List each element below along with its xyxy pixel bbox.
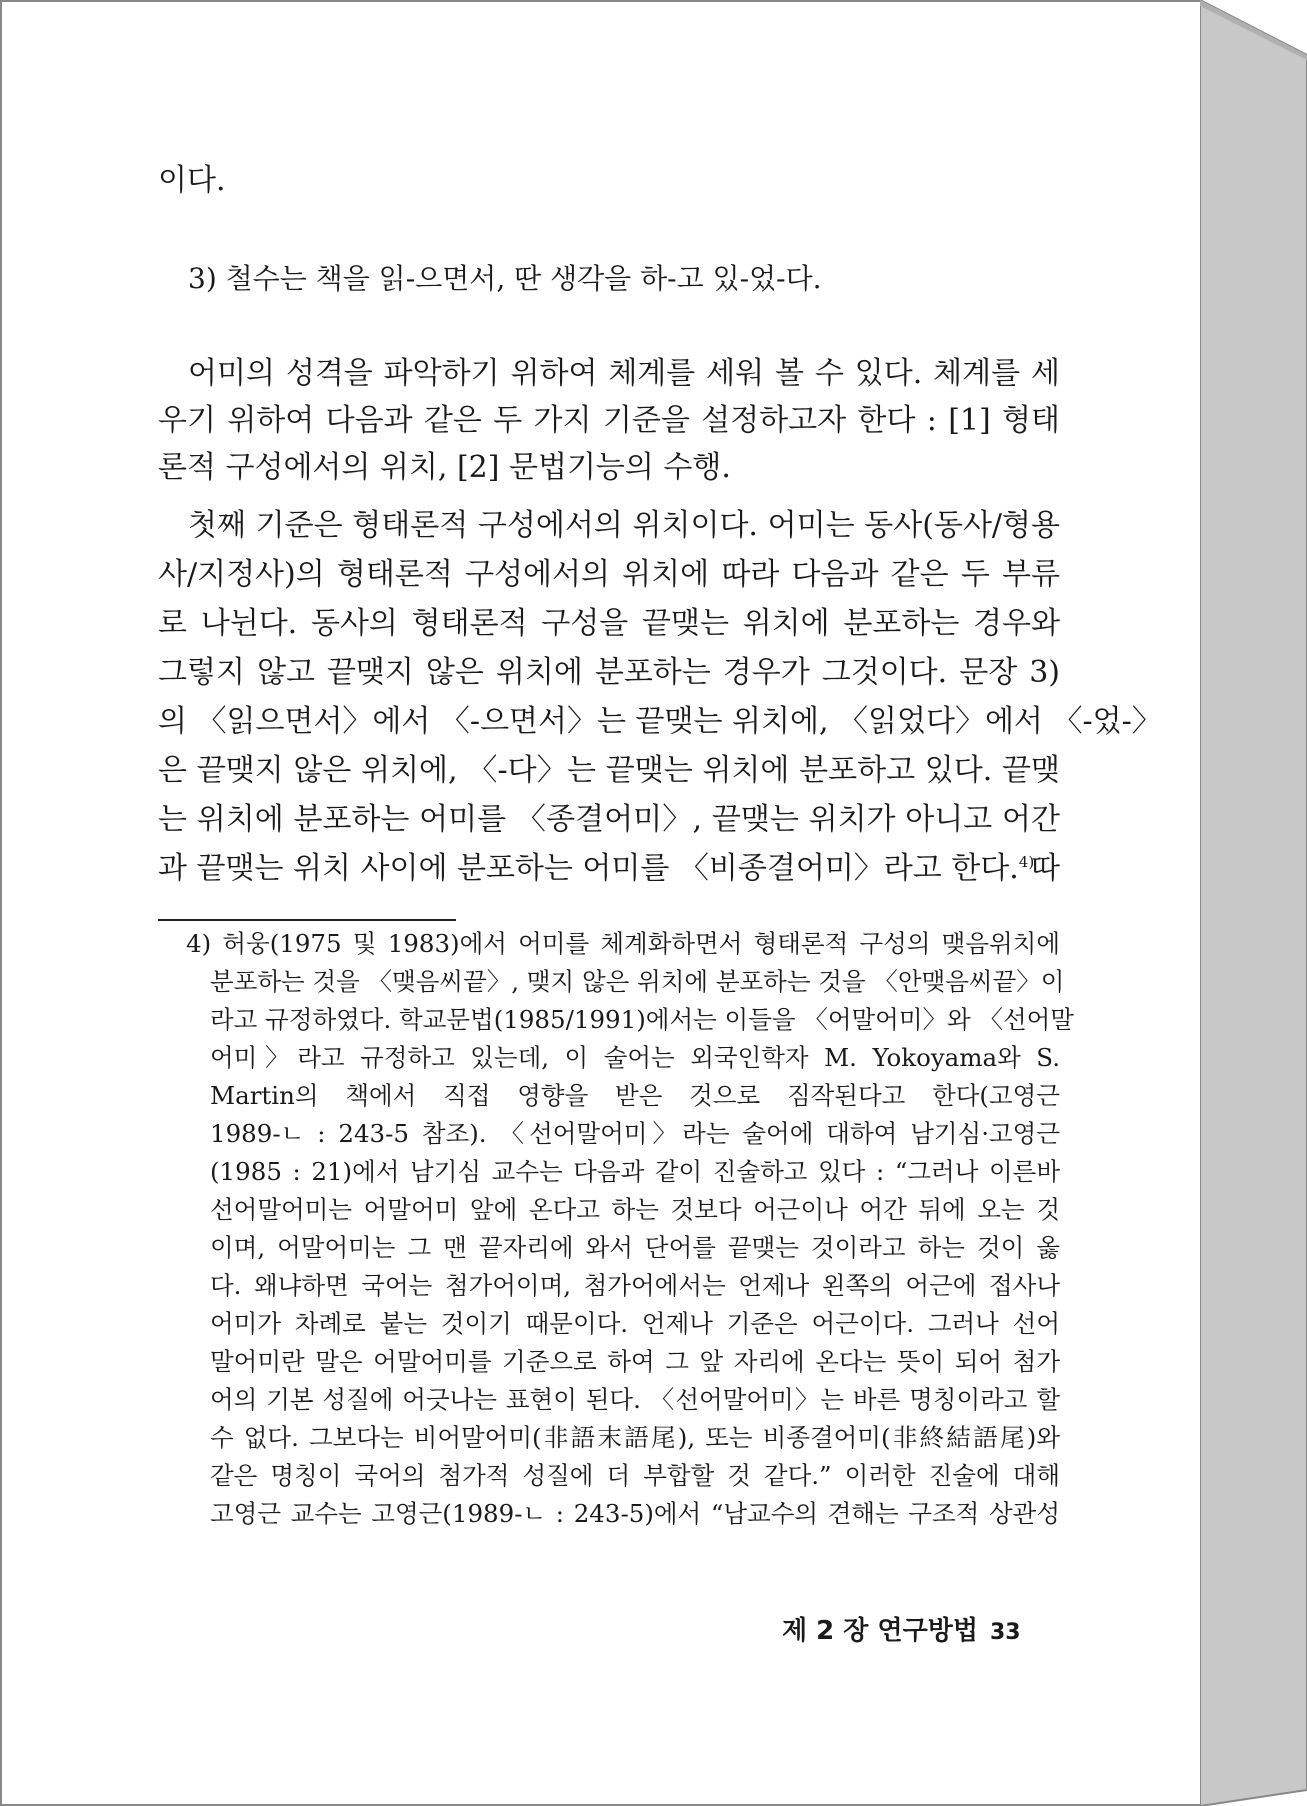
footnote-line: Martin의 책에서 직접 영향을 받은 것으로 짐작된다고 한다(고영근 [210,1081,1060,1110]
footnote-line: 선어말어미는 어말어미 앞에 온다고 하는 것보다 어근이나 어간 뒤에 오는 것 [210,1195,1060,1224]
book-side-edge [1200,0,1307,1806]
footnote-line: 이며, 어말어미는 그 맨 끝자리에 와서 단어를 끝맺는 것이라고 하는 것이 옳 [210,1233,1060,1262]
footnote-line: 다. 왜냐하면 국어는 첨가어이며, 첨가어에서는 언제나 왼쪽의 어근에 접사나 [210,1271,1060,1300]
paragraph-line: 론적 구성에서의 위치, [2] 문법기능의 수행. [158,450,731,485]
footnote-line: 어미〉라고 규정하고 있는데, 이 술어는 외국인학자 M. Yokoyama와 S. [210,1043,1060,1072]
footnote-line: (1985 : 21)에서 남기심 교수는 다음과 같이 진술하고 있다 : “그러나 이른바 [210,1157,1060,1186]
footnote-line: 분포하는 것을 〈맺음씨끝〉, 맺지 않은 위치에 분포하는 것을 〈안맺음씨끝〉이 [210,967,1065,996]
footnote-line: 고영근 교수는 고영근(1989-ㄴ : 243-5)에서 “남교수의 견해는 구조적 상관성 [210,1499,1060,1528]
paragraph-line: 어미의 성격을 파악하기 위하여 체계를 세워 볼 수 있다. 체계를 세 [188,356,1060,391]
chapter-title: 제 2 장 연구방법 [782,1616,978,1646]
paragraph-line: 은 끝맺지 않은 위치에, 〈-다〉는 끝맺는 위치에 분포하고 있다. 끝맺 [158,753,1060,788]
paragraph-line: 사/지정사)의 형태론적 구성에서의 위치에 따라 다음과 같은 두 부류 [158,557,1060,592]
footnote-line: 같은 명칭이 국어의 첨가적 성질에 더 부합할 것 같다.” 이러한 진술에 대해 [210,1461,1060,1490]
paragraph-line: 의 〈읽으면서〉에서 〈-으면서〉는 끝맺는 위치에, 〈읽었다〉에서 〈-었-〉 [158,704,1162,739]
footnote-line: 어미가 차례로 붙는 것이기 때문이다. 언제나 기준은 어근이다. 그러나 선어 [210,1309,1060,1338]
paragraph-line: 첫째 기준은 형태론적 구성에서의 위치이다. 어미는 동사(동사/형용 [188,508,1060,543]
page-number: 33 [989,1620,1021,1645]
paragraph-line: 로 나뉜다. 동사의 형태론적 구성을 끝맺는 위치에 분포하는 경우와 [158,606,1060,641]
paragraph-line: 는 위치에 분포하는 어미를 〈종결어미〉, 끝맺는 위치가 아니고 어간 [158,802,1060,837]
page-footer [782,1610,1021,1647]
footnote-line: 말어미란 말은 어말어미를 기준으로 하여 그 앞 자리에 온다는 뜻이 되어 첨가 [210,1347,1060,1376]
example-sentence: 3) 철수는 책을 읽-으면서, 딴 생각을 하-고 있-었-다. [188,262,822,295]
footnote-line: 1989-ㄴ : 243-5 참조). 〈선어말어미〉라는 술어에 대하여 남기심·고영근 [210,1119,1060,1148]
paragraph-line: 우기 위하여 다음과 같은 두 가지 기준을 설정하고자 한다 : [1] 형태 [158,403,1060,438]
footnote-line: 어의 기본 성질에 어긋나는 표현이 된다. 〈선어말어미〉는 바른 명칭이라고 할 [210,1385,1060,1414]
footnote-separator [158,919,456,921]
paragraph-line: 그렇지 않고 끝맺지 않은 위치에 분포하는 경우가 그것이다. 문장 3) [158,655,1060,690]
paragraph-text: 과 끝맺는 위치 사이에 분포하는 어미를 〈비종결어미〉라고 한다. [158,851,1019,886]
footnote-line: 4) 허웅(1975 및 1983)에서 어미를 체계화하면서 형태론적 구성의 맺음위치에 [186,929,1060,958]
paragraph-last-line [158,850,1060,888]
opening-line: 이다. [158,163,226,198]
trailing-word: 따 [1031,851,1060,886]
footnote-marker: 4) [1018,853,1035,871]
footnote-line: 라고 규정하였다. 학교문법(1985/1991)에서는 이들을 〈어말어미〉와 〈선어말 [210,1005,1074,1034]
footnote-line: 수 없다. 그보다는 비어말어미(非語末語尾), 또는 비종결어미(非終結語尾)와 [210,1423,1060,1452]
